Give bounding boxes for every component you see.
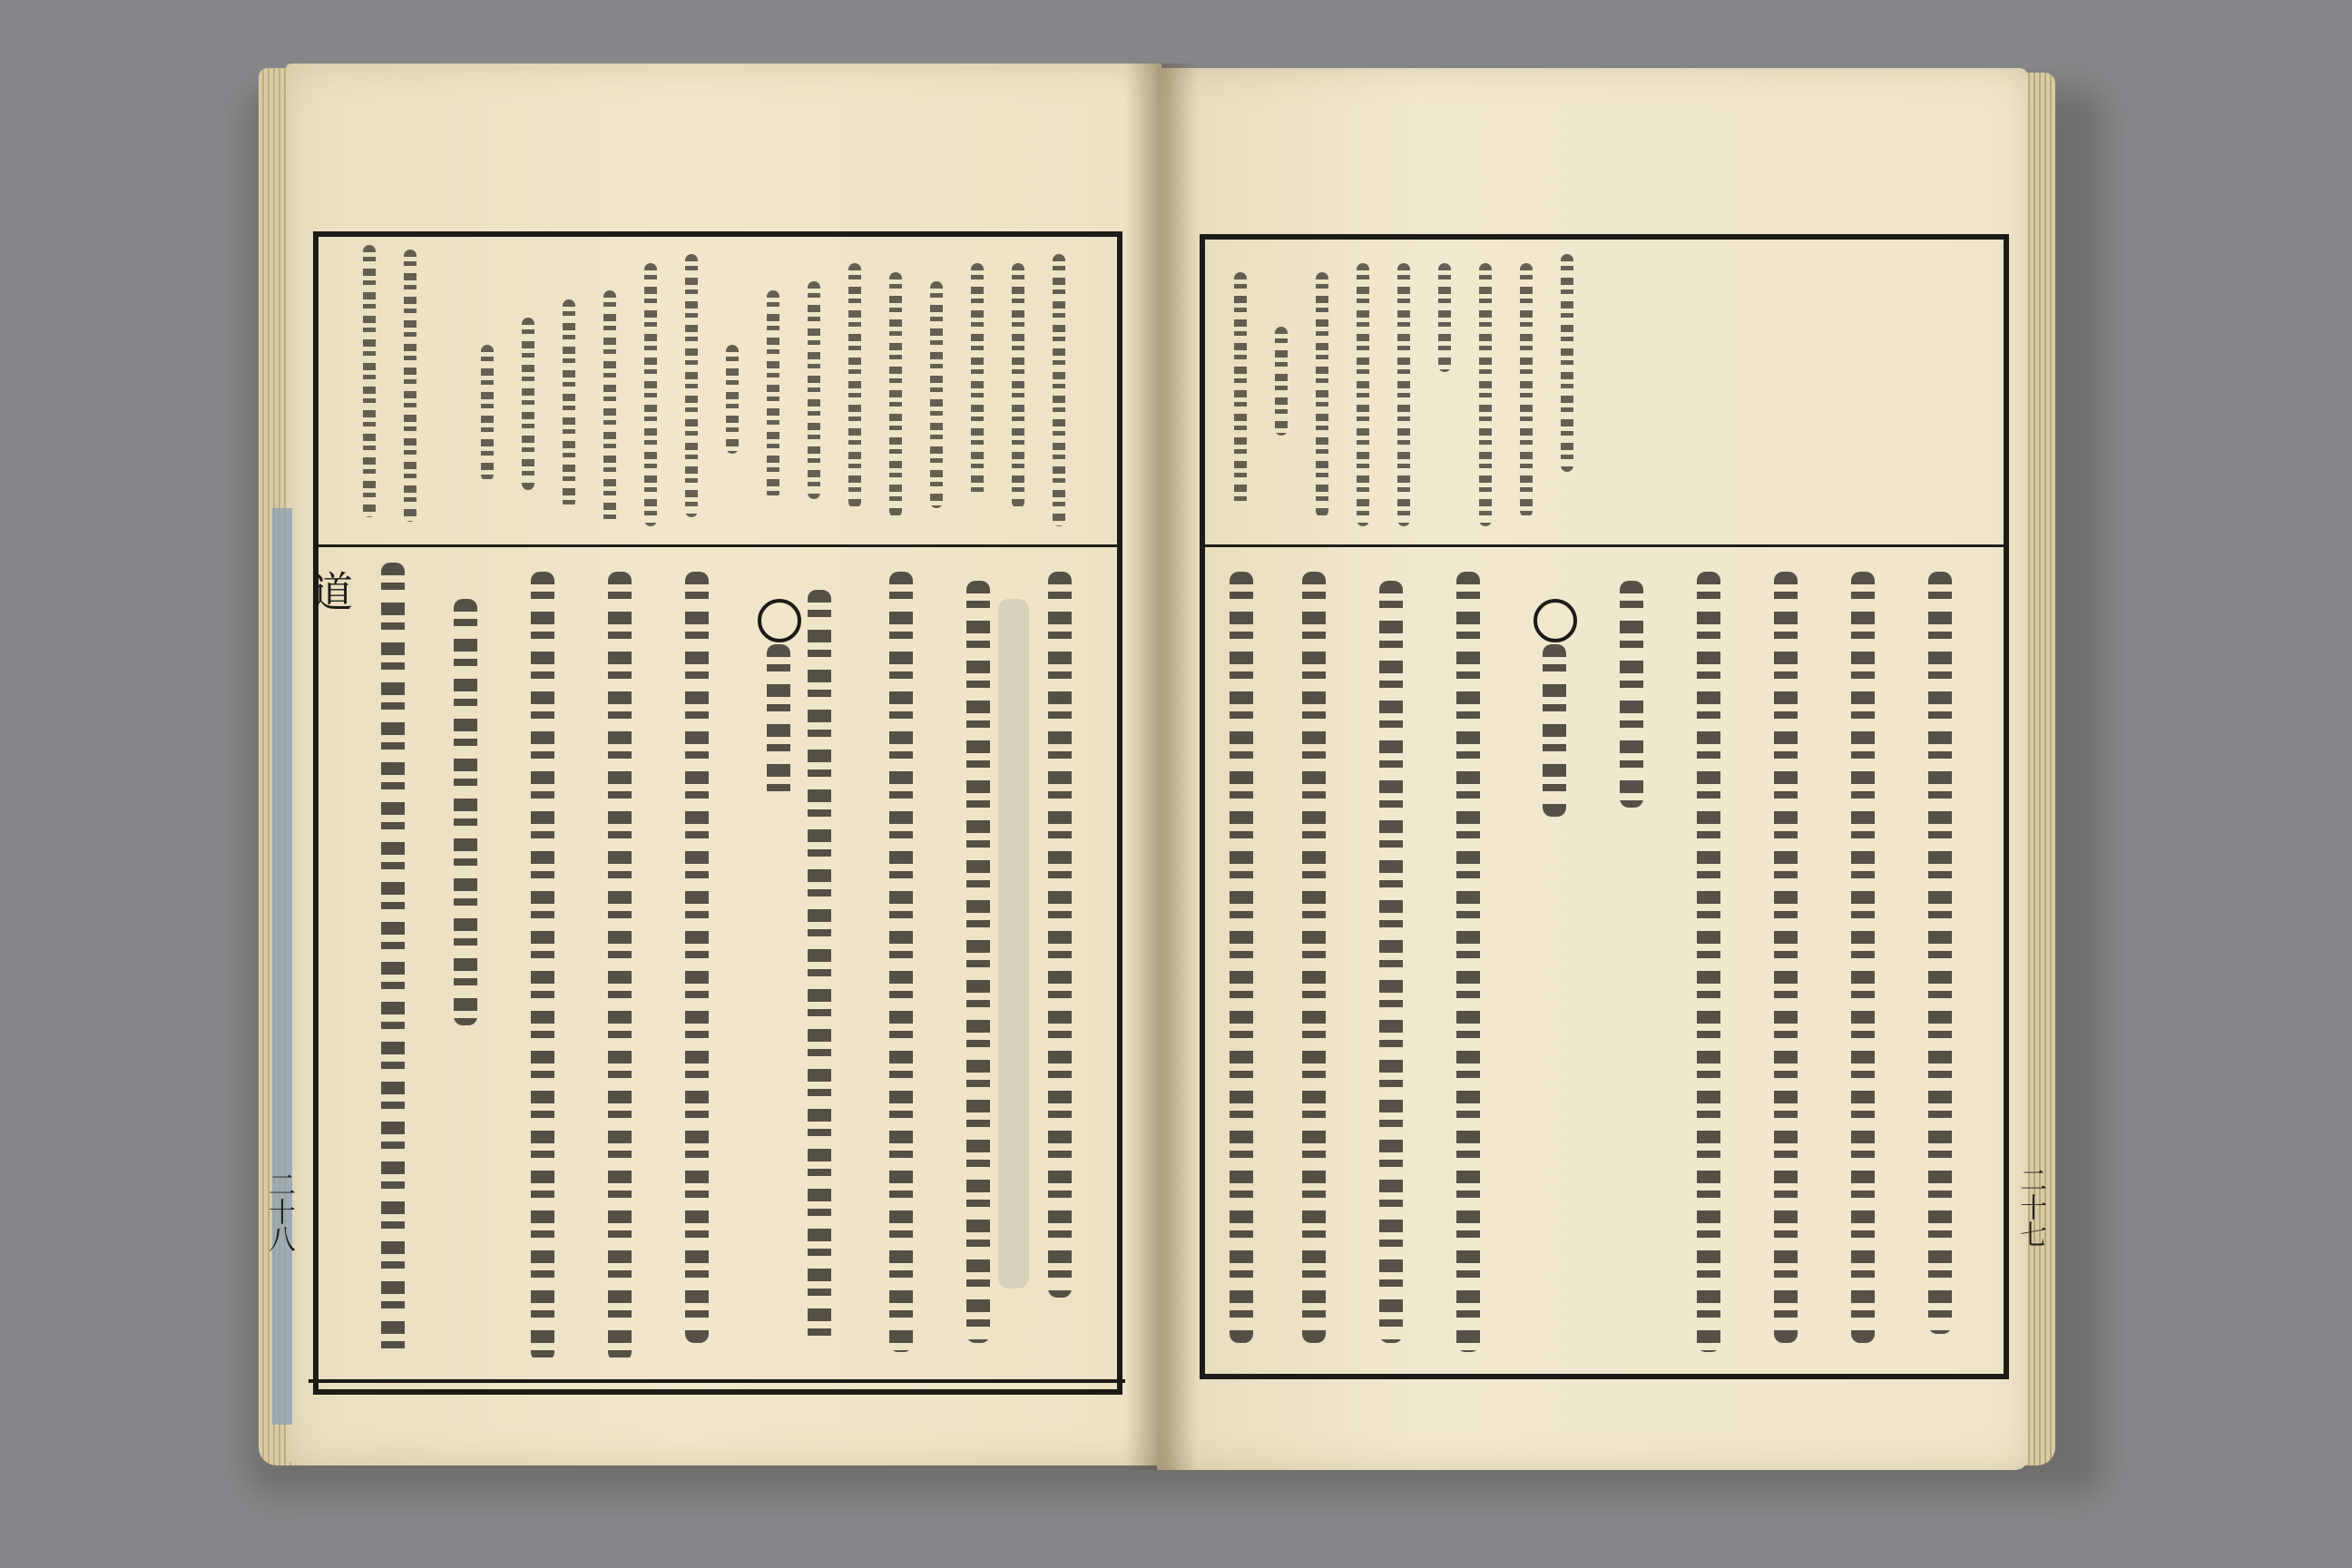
body-column [966,581,990,1343]
body-column [808,590,831,1343]
body-column [1230,572,1253,1343]
headnote-column [685,254,698,517]
headnote-column [404,250,416,522]
section-circle-mark [1534,599,1577,642]
right-page-number: 二十七 [2014,1166,2046,1248]
right-frame-divider [1200,544,2009,547]
headnote-column [1438,263,1451,372]
headnote-column [481,345,494,481]
body-column [889,572,913,1352]
body-column [454,599,477,1025]
headnote-column [1397,263,1410,526]
headnote-column [971,263,984,499]
body-column [1774,572,1798,1343]
headnote-column [1357,263,1369,526]
headnote-column [363,245,376,517]
left-frame-divider [313,544,1122,547]
headnote-column [522,318,534,490]
body-column [1697,572,1720,1352]
body-column [1302,572,1326,1343]
headnote-column [808,281,820,499]
headnote-column [563,299,575,508]
headnote-column [767,290,779,499]
body-column [1456,572,1480,1352]
headnote-column [1316,272,1328,517]
left-margin-title: 道 [305,570,354,612]
body-column [1928,572,1952,1334]
body-column [1379,581,1403,1343]
section-heading-column [1543,644,1566,817]
headnote-column [1234,272,1247,508]
body-column [685,572,709,1343]
headnote-column [1275,327,1288,436]
headnote-column [603,290,616,526]
headnote-column [1012,263,1024,508]
section-circle-mark [758,599,801,642]
headnote-column [1479,263,1492,526]
headnote-column [726,345,739,454]
left-page-number: 二十八 [263,1171,295,1252]
headnote-column [889,272,902,517]
headnote-column [1561,254,1573,472]
book-gutter [1125,64,1198,1470]
headnote-column [644,263,657,526]
body-column [1620,581,1643,808]
body-column [1851,572,1875,1343]
body-column [531,572,554,1361]
section-heading-column [767,644,790,799]
body-column [1048,572,1072,1298]
left-cover-edge [272,508,292,1425]
faint-show-through [998,599,1029,1289]
headnote-column [1520,263,1533,517]
body-column [608,572,632,1361]
headnote-column [1053,254,1065,526]
headnote-column [848,263,861,508]
headnote-column [930,281,943,508]
body-column [381,563,405,1361]
left-frame-bottom-rule [309,1379,1125,1383]
